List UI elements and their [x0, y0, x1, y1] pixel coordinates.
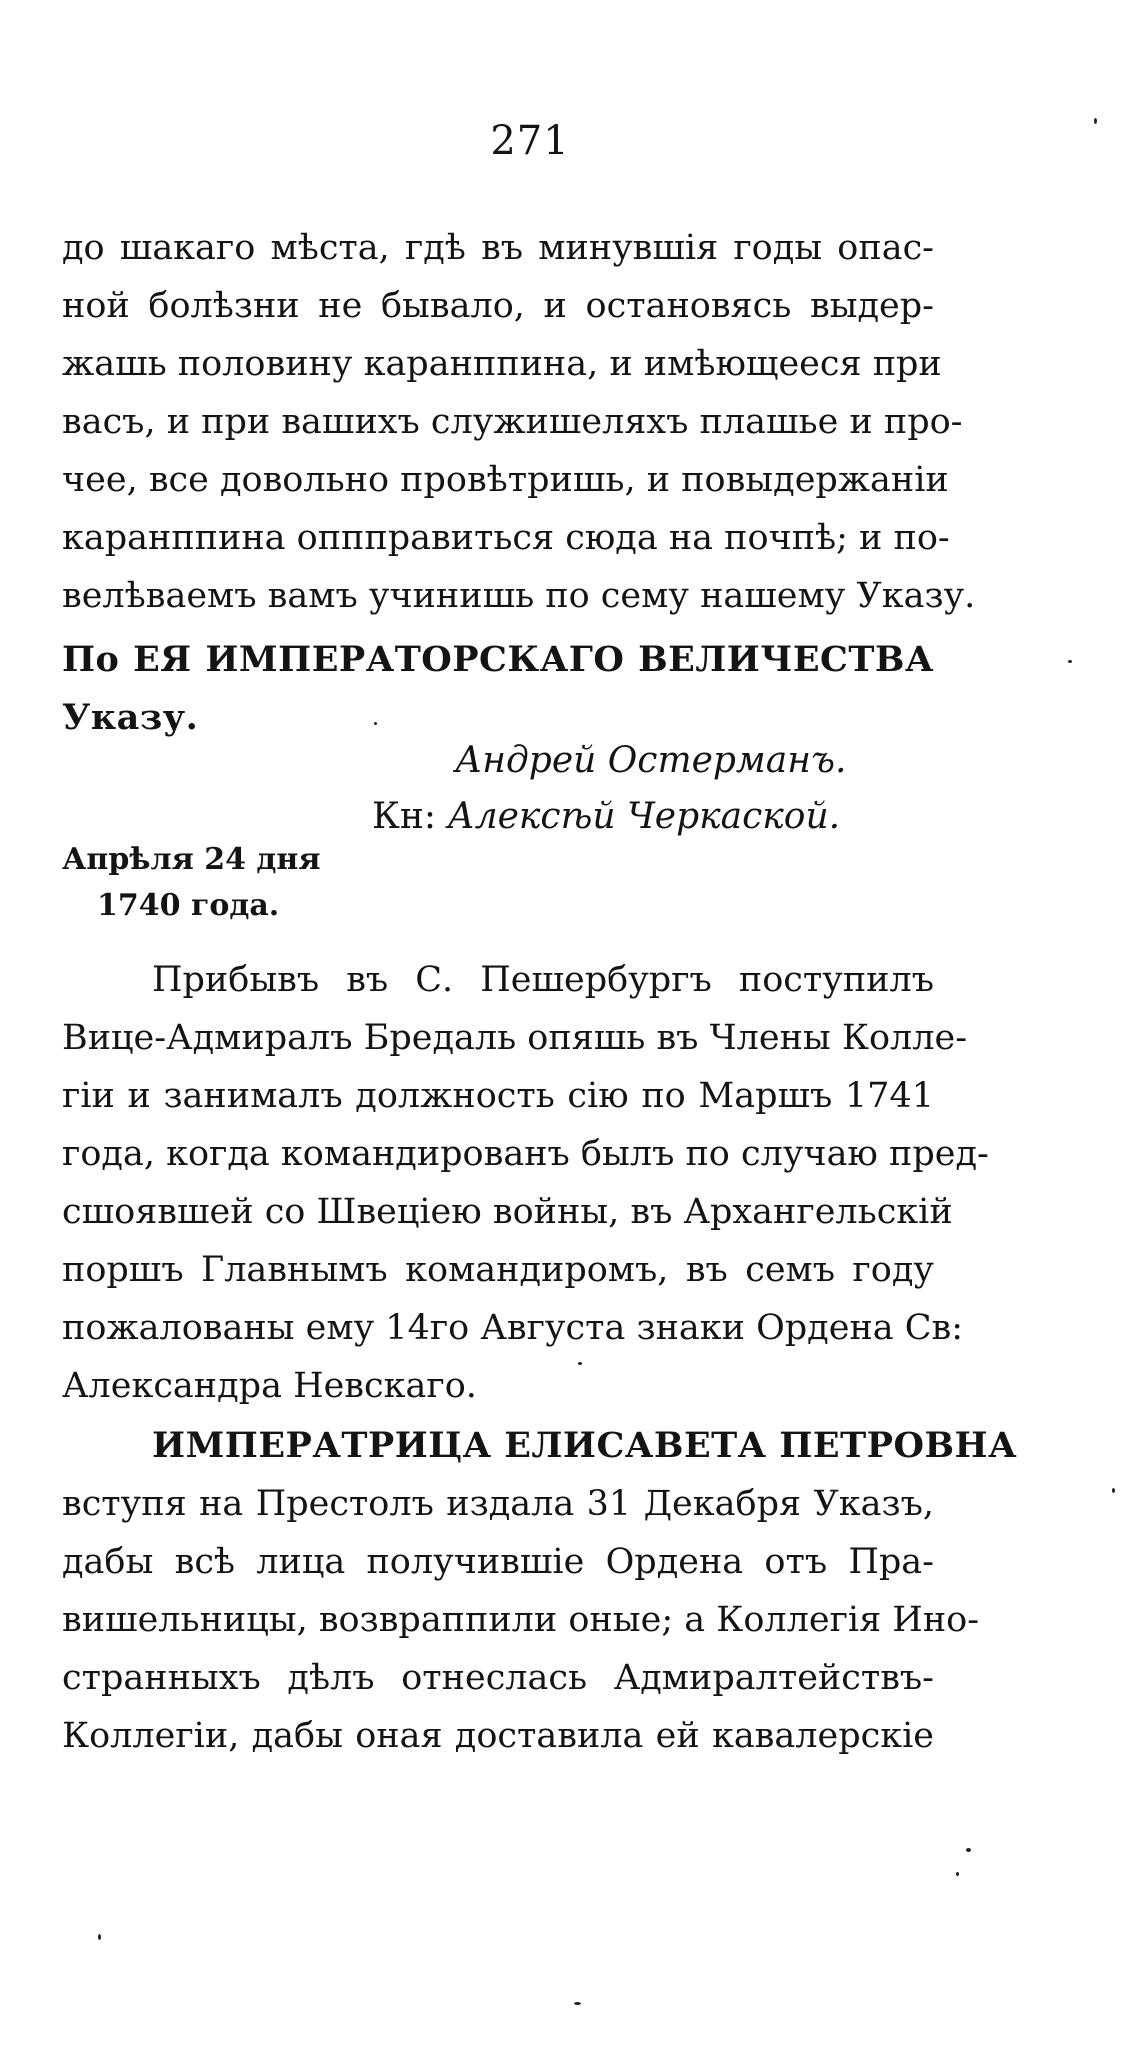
text-line: года, когда командированъ былъ по случаю пред- [62, 1134, 989, 1174]
scan-speck [956, 1872, 959, 1876]
text-line: вишельницы, возвраппили оные; а Коллегія Ино- [62, 1600, 980, 1640]
text-line: Вице-Адмиралъ Бредаль опяшь въ Члены Колле- [62, 1018, 968, 1058]
text-line: жашь половину каранппина, и имѣющееся при [62, 344, 942, 384]
text-line: сшоявшей со Швеціею войны, въ Архангельскій [62, 1192, 953, 1232]
text-line: до шакаго мѣста, гдѣ въ минувшія годы опас- [62, 228, 934, 268]
scan-speck [1112, 1488, 1115, 1493]
empress-heading: ИМПЕРАТРИЦА ЕЛИСАВЕТА ПЕТРОВНА [152, 1425, 1018, 1466]
scan-speck [966, 1848, 971, 1852]
text-line: ной болѣзни не бывало, и остановясь выдер- [62, 286, 934, 326]
text-line: чее, все довольно провѣтришь, и повыдержаніи [62, 460, 949, 500]
text-line: велѣваемъ вамъ учинишь по сему нашему Указу. [62, 576, 976, 616]
scan-speck [1068, 660, 1072, 663]
text-line: гіи и занималъ должность сію по Маршъ 1741 [62, 1076, 934, 1116]
text-line: Коллегіи, дабы оная доставила ей кавалерскіе [62, 1716, 934, 1756]
text-line: Прибывъ въ С. Пешербургъ поступилъ [152, 960, 934, 1000]
signature-title: Кн: [372, 796, 436, 837]
text-line: поршъ Главнымъ командиромъ, въ семъ году [62, 1250, 934, 1290]
date-year: 1740 года. [97, 888, 280, 923]
page-number: 271 [490, 118, 570, 164]
text-line: дабы всѣ лица получившіе Ордена отъ Пра- [62, 1542, 934, 1582]
signature-cherkaskoy-line [372, 796, 840, 837]
text-line: вступя на Престолъ издала 31 Декабря Указъ, [62, 1484, 934, 1524]
scan-speck [374, 722, 377, 725]
decree-heading-continued: Указу. [62, 697, 199, 738]
decree-heading: По ЕЯ ИМПЕРАТОРСКАГО ВЕЛИЧЕСТВА [62, 639, 934, 680]
text-line: пожалованы ему 14го Августа знаки Ордена Св: [62, 1308, 964, 1348]
text-line: васъ, и при вашихъ служишеляхъ плашье и про- [62, 402, 963, 442]
scan-speck [1094, 118, 1097, 124]
date-line: Апрѣля 24 дня [62, 842, 321, 877]
scan-speck [98, 1934, 101, 1940]
signature-cherkaskoy: Алексѣй Черкаской. [447, 796, 841, 837]
text-line: Александра Невскаго. [62, 1366, 477, 1406]
text-line: каранппина оппправиться сюда на почпѣ; и по- [62, 518, 950, 558]
scan-speck [578, 1362, 582, 1365]
text-line: странныхъ дѣлъ отнеслась Адмиралтействъ- [62, 1658, 934, 1698]
signature-osterman: Андрей Остерманъ. [455, 740, 847, 781]
scan-speck [574, 2002, 581, 2005]
